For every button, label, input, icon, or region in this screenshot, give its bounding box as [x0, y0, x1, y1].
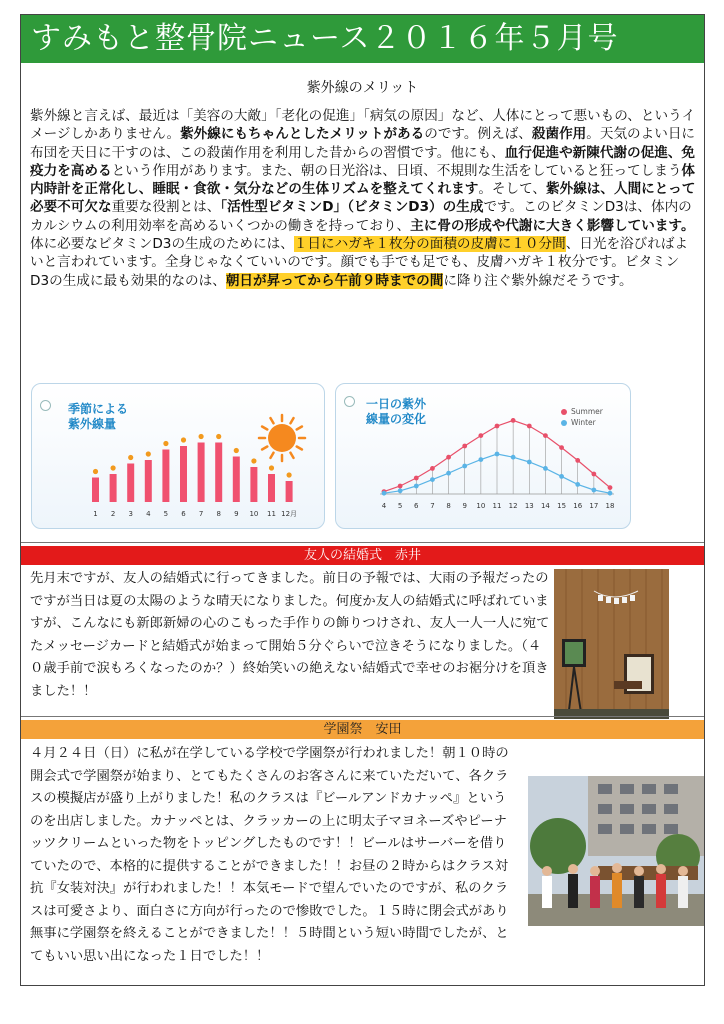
- point-summer: [398, 484, 403, 489]
- x-tick-label: 3: [128, 510, 133, 518]
- festival-photo: [528, 776, 704, 926]
- sun-ray: [271, 453, 274, 458]
- x-tick-label: 17: [589, 502, 599, 510]
- uv-section-title: 紫外線のメリット: [306, 80, 419, 96]
- x-tick-label: 8: [446, 502, 451, 510]
- point-summer: [559, 445, 564, 450]
- section-divider: [21, 716, 704, 717]
- bar-1: [92, 478, 99, 503]
- festival-article: ４月２４日（日）に私が在学している学校で学園祭が行われました！朝１０時の開会式で学園祭が始まり、とてもたくさんのお客さんに来ていただいて、各クラスの模擬店が盛り上がりました！私のクラスは『ビールアンドカナッペ』というのを出店しました。カナッペとは、クラッカーの上に明太子マヨネーズやピーナッツクリームといった物をトッピングしたものです！！ビールはサーバーを借りていたので、本格的に提供することができました！！お昼の２時からはクラス対抗『女装対決』が行われました！！本気モードで望んでいたのですが、私のクラスは可愛さより、面白さに方向が行ったので惨敗でした。１５時に閉会式があり無事に学園祭を終えることができました！！５時間という短い時間でしたが、とてもいい思い出になった１日でした！！: [30, 746, 509, 964]
- bar-marker-12月: [287, 472, 292, 477]
- sun-icon: [259, 415, 305, 461]
- wedding-photo-image: [554, 569, 669, 719]
- uv-article: 紫外線と言えば、最近は「美容の大敵」「老化の促進」「病気の原因」など、人体にとって悪いもの、というイメージしかありません。紫外線にもちゃんとしたメリットがあるのです。例えば、殺菌作用。天気のよい日に布団を天日に干すのは、この殺菌作用を利用した昔からの習慣です。他にも、血行促進や新陳代謝の促進、免疫力を高めるという作用があります。また、朝の日光浴は、日頃、不規則な生活をしていると狂ってしまう体内時計を正常化し、睡眠・食欲・気分などの生体リズムを整えてくれます。そして、紫外線は、人間にとって必要不可欠な重要な役割とは、「活性型ビタミンD」（ビタミンD3）の生成です。このビタミンD3は、体内のカルシウムの利用効率を高めるいくつかの働きを持っており、主に骨の形成や代謝に大きく影響しています。 体に必要なビタミンD3の生成のためには、１日にハガキ１枚分の面積の皮膚に１０分間、日光を浴びればよいと言われています。全身じゃなくていいのです。顔でも手でも足でも、皮膚ハガキ１枚分です。ビタミンD3の生成に最も効果的なのは、朝日が昇ってから午前９時までの間に降り注ぐ紫外線だそうです。: [30, 108, 696, 289]
- x-tick-label: 15: [557, 502, 567, 510]
- bar-3: [127, 464, 134, 503]
- x-tick-label: 4: [381, 502, 387, 510]
- x-tick-label: 10: [476, 502, 486, 510]
- x-tick-label: 10: [249, 510, 259, 518]
- bar-5: [162, 450, 169, 503]
- highlight-postcard: １日にハガキ１枚分の面積の皮膚に１０分間: [293, 236, 566, 253]
- point-winter: [527, 460, 532, 465]
- x-tick-label: 5: [397, 502, 403, 510]
- section-divider: [21, 542, 704, 543]
- sun-ray: [291, 418, 294, 423]
- newsletter-page: [20, 14, 705, 986]
- x-tick-label: 6: [181, 510, 186, 518]
- x-tick-label: 6: [414, 502, 419, 510]
- x-tick-label: 4: [146, 510, 151, 518]
- x-tick-label: 16: [573, 502, 583, 510]
- bar-marker-6: [181, 437, 186, 442]
- seasonal-uv-chart: [31, 383, 325, 529]
- point-winter: [575, 482, 580, 487]
- bar-marker-2: [111, 465, 116, 470]
- x-tick-label: 11: [267, 510, 276, 518]
- point-summer: [543, 433, 548, 438]
- festival-section-title: 学園祭 安田: [21, 720, 704, 739]
- sun-ray: [291, 453, 294, 458]
- highlight-morning: 朝日が昇ってから午前９時までの間: [225, 272, 444, 289]
- x-tick-label: 8: [216, 510, 221, 518]
- point-summer: [608, 485, 613, 490]
- bar-4: [145, 460, 152, 502]
- point-winter: [591, 488, 596, 493]
- bar-chart-canvas: [32, 384, 326, 530]
- sun-ray: [262, 447, 267, 450]
- point-summer: [430, 466, 435, 471]
- line-chart-canvas: [336, 384, 632, 530]
- x-tick-label: 14: [540, 502, 550, 510]
- sun-ray: [297, 427, 302, 430]
- point-summer: [527, 424, 532, 429]
- x-tick-label: 2: [110, 510, 116, 518]
- wedding-section-title: 友人の結婚式 赤井: [21, 546, 704, 565]
- point-summer: [495, 424, 500, 429]
- bar-marker-1: [93, 469, 98, 474]
- point-summer: [478, 433, 483, 438]
- bar-marker-7: [199, 434, 204, 439]
- x-tick-label: 9: [234, 510, 239, 518]
- point-summer: [511, 418, 516, 423]
- bar-9: [233, 457, 240, 503]
- wedding-photo: [554, 569, 669, 719]
- x-tick-label: 13: [524, 502, 534, 510]
- point-summer: [414, 476, 419, 481]
- legend-item-winter: Winter: [561, 417, 603, 428]
- bar-marker-11: [269, 465, 274, 470]
- x-tick-label: 12: [508, 502, 518, 510]
- bar-12月: [286, 481, 293, 502]
- point-winter: [462, 464, 467, 469]
- bar-10: [250, 467, 257, 502]
- bar-marker-10: [251, 458, 256, 463]
- x-tick-label: 9: [462, 502, 467, 510]
- sun-ray: [297, 447, 302, 450]
- point-winter: [559, 474, 564, 479]
- bar-7: [198, 443, 205, 503]
- point-summer: [591, 472, 596, 477]
- sun-disc: [268, 424, 296, 452]
- bar-marker-8: [216, 434, 221, 439]
- point-winter: [414, 484, 419, 489]
- sun-ray: [262, 427, 267, 430]
- point-winter: [430, 477, 435, 482]
- x-tick-label: 18: [605, 502, 615, 510]
- daily-uv-chart: [335, 383, 631, 529]
- festival-photo-image: [528, 776, 704, 926]
- point-winter: [446, 471, 451, 476]
- point-winter: [382, 491, 387, 496]
- x-tick-label: 7: [198, 510, 204, 518]
- point-summer: [446, 455, 451, 460]
- bar-2: [110, 474, 117, 502]
- x-tick-label: 1: [93, 510, 98, 518]
- bar-marker-9: [234, 448, 239, 453]
- point-winter: [478, 457, 483, 462]
- point-winter: [398, 488, 403, 493]
- sun-ray: [271, 418, 274, 423]
- bar-8: [215, 443, 222, 503]
- point-summer: [575, 458, 580, 463]
- point-summer: [462, 444, 467, 449]
- x-tick-label: 12月: [281, 510, 298, 518]
- daily-chart-title: 一日の紫外線量の変化: [366, 397, 427, 426]
- bar-11: [268, 474, 275, 502]
- point-winter: [495, 452, 500, 457]
- bar-marker-3: [128, 455, 133, 460]
- bar-marker-5: [163, 441, 168, 446]
- bar-marker-4: [146, 451, 151, 456]
- seasonal-chart-title: 季節による紫外線量: [68, 402, 129, 431]
- newsletter-title: すみもと整骨院ニュース２０１６年５月号: [21, 15, 704, 63]
- point-winter: [543, 466, 548, 471]
- point-winter: [511, 455, 516, 460]
- x-tick-label: 7: [430, 502, 435, 510]
- wedding-article: 先月末ですが、友人の結婚式に行ってきました。前日の予報では、大雨の予報だったのですが当日は夏の太陽のような晴天になりました。何度か友人の結婚式に呼ばれていますが、こんなにも新郎新婦の心のこもった手作りの飾りつけされ、友人一人一人に宛てたメッセージカードと結婚式が始まって開始５分ぐらいで泣きそうになりました。（４０歳手前で涙もろくなったのか？）終始笑いの絶えない結婚式で幸せのお裾分けを頂きました！！: [30, 571, 550, 699]
- bar-6: [180, 446, 187, 502]
- point-winter: [608, 491, 613, 496]
- legend-item-summer: Summer: [561, 406, 603, 417]
- x-tick-label: 11: [492, 502, 502, 510]
- x-tick-label: 5: [163, 510, 169, 518]
